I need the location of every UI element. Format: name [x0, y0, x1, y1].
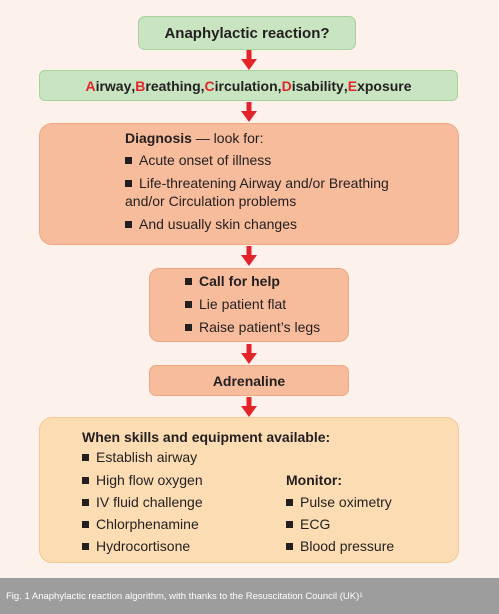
diagnosis-item-continuation: and/or Circulation problems — [125, 193, 297, 209]
skills-heading: When skills and equipment available: — [82, 429, 331, 445]
caption-reference: 1 — [359, 593, 363, 599]
call-item: Lie patient flat — [185, 295, 286, 313]
figure-caption — [0, 578, 499, 614]
adrenaline-box — [149, 365, 349, 396]
adrenaline-text: Adrenaline — [212, 372, 286, 389]
diagnosis-heading: Diagnosis — look for: — [125, 130, 264, 146]
monitor-heading: Monitor: — [286, 472, 342, 488]
diagnosis-item: Life-threatening Airway and/or Breathing — [125, 174, 389, 192]
skills-item: IV fluid challenge — [82, 493, 203, 511]
bullet-icon — [82, 521, 89, 528]
call-for-help-box — [149, 268, 349, 342]
skills-item: High flow oxygen — [82, 471, 203, 489]
anaphylactic-reaction-box — [138, 16, 356, 50]
bullet-icon — [185, 324, 192, 331]
monitor-item: ECG — [286, 515, 330, 533]
bullet-icon — [125, 180, 132, 187]
bullet-icon — [82, 477, 89, 484]
abcde-circulation: Circulation — [204, 77, 278, 94]
abcde-box: Airway , Breathing , Circulation , Disability , Exposure — [39, 70, 458, 101]
skills-item: Establish airway — [82, 448, 197, 466]
bullet-icon — [82, 543, 89, 550]
abcde-disability: Disability — [281, 77, 344, 94]
diagnosis-item: And usually skin changes — [125, 215, 297, 233]
down-arrow-icon — [239, 246, 259, 266]
bullet-icon — [125, 221, 132, 228]
bullet-icon — [286, 543, 293, 550]
bullet-icon — [82, 499, 89, 506]
caption-text: Fig. 1 Anaphylactic reaction algorithm, with thanks to the Resuscitation Council (UK) — [6, 590, 360, 602]
monitor-item: Pulse oximetry — [286, 493, 392, 511]
skills-equipment-box — [39, 417, 459, 563]
question-text: Anaphylactic reaction? — [164, 24, 330, 42]
down-arrow-icon — [239, 397, 259, 417]
call-item: Call for help — [185, 272, 280, 290]
abcde-exposure: Exposure — [347, 77, 412, 94]
diagnosis-box — [39, 123, 459, 245]
bullet-icon — [125, 157, 132, 164]
diagnosis-item: Acute onset of illness — [125, 151, 271, 169]
down-arrow-icon — [239, 50, 259, 70]
abcde-airway: Airway — [85, 77, 132, 94]
bullet-icon — [286, 521, 293, 528]
monitor-item: Blood pressure — [286, 537, 394, 555]
call-item: Raise patient’s legs — [185, 318, 320, 336]
skills-item: Hydrocortisone — [82, 537, 190, 555]
bullet-icon — [185, 278, 192, 285]
abcde-breathing: Breathing — [135, 77, 201, 94]
bullet-icon — [82, 454, 89, 461]
bullet-icon — [286, 499, 293, 506]
bullet-icon — [185, 301, 192, 308]
down-arrow-icon — [239, 344, 259, 364]
down-arrow-icon — [239, 102, 259, 122]
skills-item: Chlorphenamine — [82, 515, 199, 533]
